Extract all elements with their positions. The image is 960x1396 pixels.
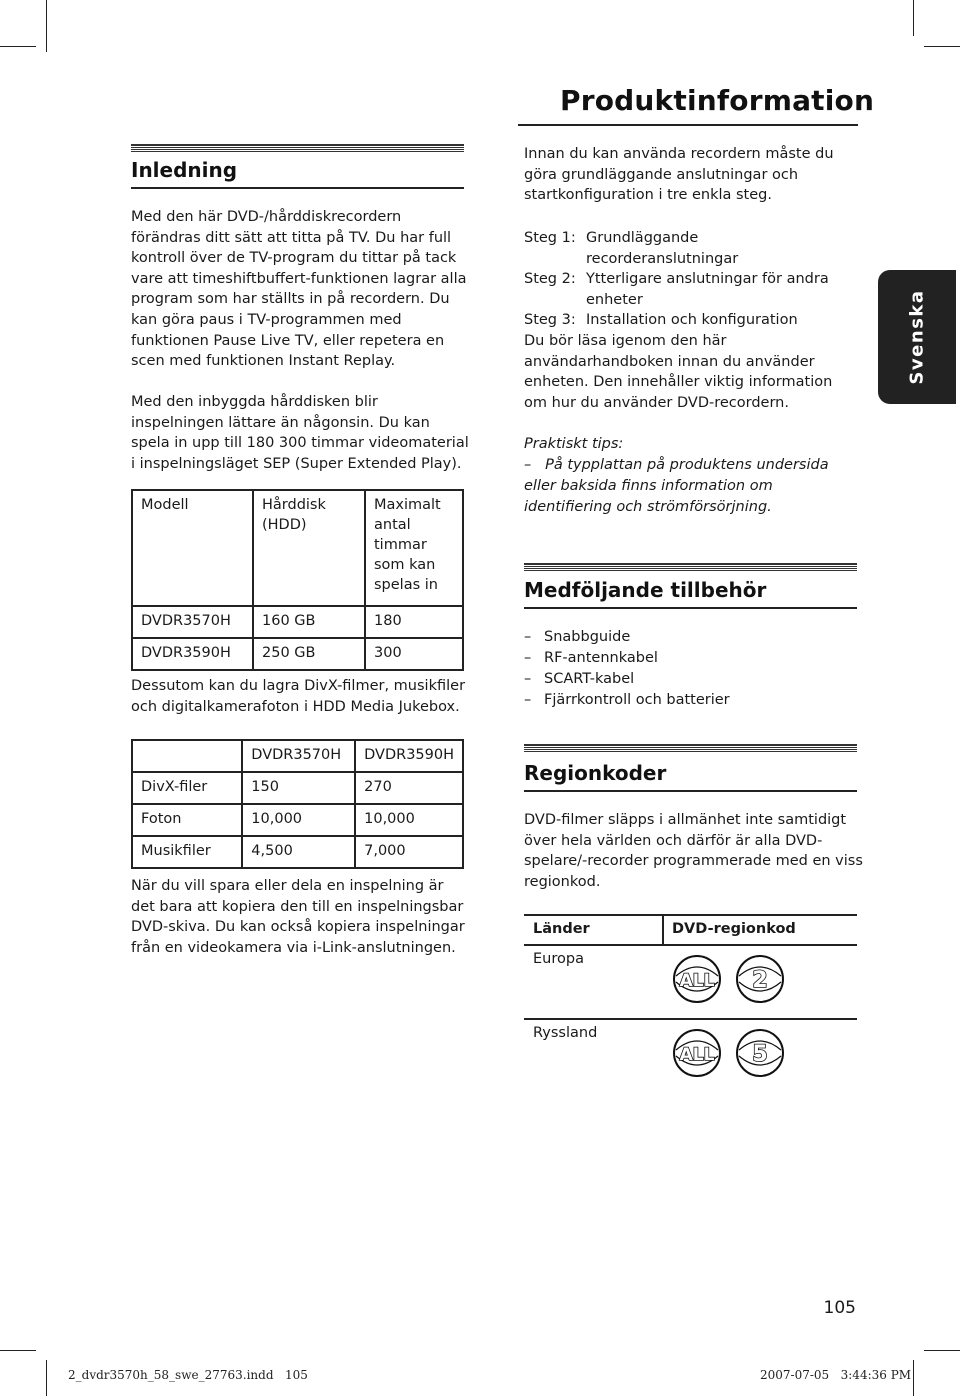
list-item	[524, 690, 854, 711]
intro-p4-text: När du vill spara eller dela en inspelning är det bara att kopiera den till en inspelningsbar DVD-skiva. Du kan också kopiera inspelningar från en videokamera via i-Link-anslutningen.	[131, 878, 465, 956]
hdd-table	[131, 489, 464, 671]
section-decor-bars	[524, 744, 857, 754]
region-table-row-rule	[524, 1018, 857, 1020]
step-key: Steg 3:	[524, 312, 576, 329]
list-item	[524, 669, 854, 690]
list-item	[524, 269, 854, 310]
crop-mark	[924, 46, 960, 47]
manual-note-paragraph	[524, 331, 859, 413]
tips-dash: –	[524, 457, 532, 473]
table-row	[132, 740, 463, 772]
table-cell: 7,000	[355, 836, 463, 868]
accessories-list	[524, 627, 854, 711]
list-item	[524, 648, 854, 669]
table-row	[132, 836, 463, 868]
table-cell: DVDR3570H	[132, 606, 253, 638]
table-cell: 4,500	[242, 836, 355, 868]
step-key: Steg 1:	[524, 230, 576, 246]
title-rule	[518, 124, 858, 126]
table-row	[132, 804, 463, 836]
region-heading: Regionkoder	[524, 761, 667, 785]
table-header-cell: Modell	[132, 490, 253, 606]
crop-mark	[0, 1350, 36, 1351]
step-text: Grundläggande recorderanslutningar	[586, 230, 739, 267]
table-row	[132, 490, 463, 606]
crop-mark	[913, 1360, 914, 1396]
table-cell: DVDR3590H	[132, 638, 253, 670]
table-row	[132, 606, 463, 638]
region-country: Europa	[533, 951, 584, 967]
intro-heading-rule	[131, 187, 464, 189]
crop-mark	[913, 0, 914, 36]
region-all-label: ALL	[679, 1045, 715, 1065]
page-title: Produktinformation	[560, 84, 875, 117]
table-cell: Musikfiler	[132, 836, 242, 868]
region-country: Ryssland	[533, 1025, 598, 1041]
accessories-heading: Medföljande tillbehör	[524, 578, 767, 602]
list-item-text: Snabbguide	[544, 629, 631, 645]
table-cell: 300	[365, 638, 463, 670]
language-tab	[878, 270, 956, 404]
region-number-icon	[735, 954, 785, 1004]
tips-block	[524, 434, 854, 518]
region-text: DVD-filmer släpps i allmänhet inte samtidigt över hela världen och därför är alla DVD-spelare/-recorder programmerade med en viss regionkod.	[524, 812, 863, 890]
table-cell: 10,000	[355, 804, 463, 836]
region-number-label: 5	[752, 1042, 768, 1067]
list-dash: –	[524, 671, 532, 687]
list-dash: –	[524, 629, 532, 645]
region-table-header-rule	[524, 944, 857, 946]
language-tab-label: Svenska	[906, 289, 928, 385]
setup-intro-text: Innan du kan använda recordern måste du göra grundläggande anslutningar och startkonfiguration i tre enkla steg.	[524, 146, 834, 204]
list-item-text: Fjärrkontroll och batterier	[544, 692, 730, 708]
list-item	[524, 228, 854, 269]
step-text: Installation och konfiguration	[586, 312, 798, 329]
media-table	[131, 739, 464, 869]
table-header-cell: DVDR3570H	[242, 740, 355, 772]
footer-file-info: 2_dvdr3570h_58_swe_27763.indd 105	[68, 1368, 308, 1382]
crop-mark	[924, 1350, 960, 1351]
table-cell: 10,000	[242, 804, 355, 836]
list-item	[524, 627, 854, 648]
region-paragraph	[524, 810, 864, 892]
tips-title: Praktiskt tips:	[524, 436, 624, 452]
page-number: 105	[823, 1298, 856, 1318]
region-badges	[672, 954, 793, 1004]
list-item-text: RF-antennkabel	[544, 650, 658, 666]
table-header-cell: Hårddisk (HDD)	[253, 490, 365, 606]
region-number-icon	[735, 1028, 785, 1078]
intro-heading: Inledning	[131, 158, 238, 182]
footer-timestamp: 2007-07-05 3:44:36 PM	[760, 1368, 912, 1382]
list-item	[524, 310, 854, 331]
crop-mark	[0, 46, 36, 47]
list-dash: –	[524, 650, 532, 666]
table-header-cell: Maximalt antal timmar som kan spelas in	[365, 490, 463, 606]
table-cell: 250 GB	[253, 638, 365, 670]
step-text: Ytterligare anslutningar för andra enheter	[586, 271, 829, 308]
region-badges	[672, 1028, 793, 1078]
table-cell: 180	[365, 606, 463, 638]
region-header-countries: Länder	[533, 921, 590, 937]
setup-steps	[524, 228, 854, 331]
region-all-label: ALL	[679, 971, 715, 991]
section-decor-bars	[524, 563, 857, 573]
intro-paragraph-2	[131, 392, 471, 474]
intro-p1-text: Med den här DVD-/hårddiskrecordern förändras ditt sätt att titta på TV. Du har full kontroll över de TV-program du tittar på tack vare att timeshiftbuffert-funktionen lagrar alla program som har ställts in på recordern. Du kan göra paus i TV-programmen med funktionen Pause Live TV, eller repetera en scen med funktionen Instant Replay.	[131, 209, 467, 370]
region-table-top-rule	[524, 914, 857, 916]
region-all-icon	[672, 1028, 722, 1078]
intro-paragraph-3	[131, 676, 471, 717]
table-row	[132, 638, 463, 670]
intro-paragraph-4	[131, 876, 471, 958]
table-row	[132, 772, 463, 804]
table-cell: 150	[242, 772, 355, 804]
intro-paragraph-1	[131, 207, 471, 372]
region-table-col-divider	[662, 914, 664, 944]
region-table	[524, 914, 857, 1081]
table-cell: Foton	[132, 804, 242, 836]
table-cell: DivX-filer	[132, 772, 242, 804]
region-all-icon	[672, 954, 722, 1004]
table-header-cell	[132, 740, 242, 772]
setup-intro-paragraph	[524, 144, 864, 206]
manual-note-text: Du bör läsa igenom den här användarhandboken innan du använder enheten. Den innehåller viktig information om hur du använder DVD-recordern.	[524, 333, 833, 411]
table-cell: 160 GB	[253, 606, 365, 638]
tips-body	[524, 455, 854, 518]
step-key: Steg 2:	[524, 271, 576, 288]
intro-p3-text: Dessutom kan du lagra DivX-filmer, musikfiler och digitalkamerafoton i HDD Media Jukebox.	[131, 678, 466, 715]
accessories-heading-rule	[524, 607, 857, 609]
region-header-code: DVD-regionkod	[672, 921, 796, 937]
table-cell: 270	[355, 772, 463, 804]
crop-mark	[46, 1360, 47, 1396]
section-decor-bars	[131, 144, 464, 154]
region-number-label: 2	[752, 968, 768, 993]
list-dash: –	[524, 692, 532, 708]
region-heading-rule	[524, 790, 857, 792]
crop-mark	[46, 0, 47, 52]
tips-text: På typplattan på produktens undersida eller baksida finns information om identifiering och strömförsörjning.	[524, 457, 829, 515]
table-header-cell: DVDR3590H	[355, 740, 463, 772]
intro-p2-text: Med den inbyggda hårddisken blir inspelningen lättare än någonsin. Du kan spela in upp till 180 300 timmar videomaterial i inspelningsläget SEP (Super Extended Play).	[131, 394, 469, 472]
list-item-text: SCART-kabel	[544, 671, 635, 687]
